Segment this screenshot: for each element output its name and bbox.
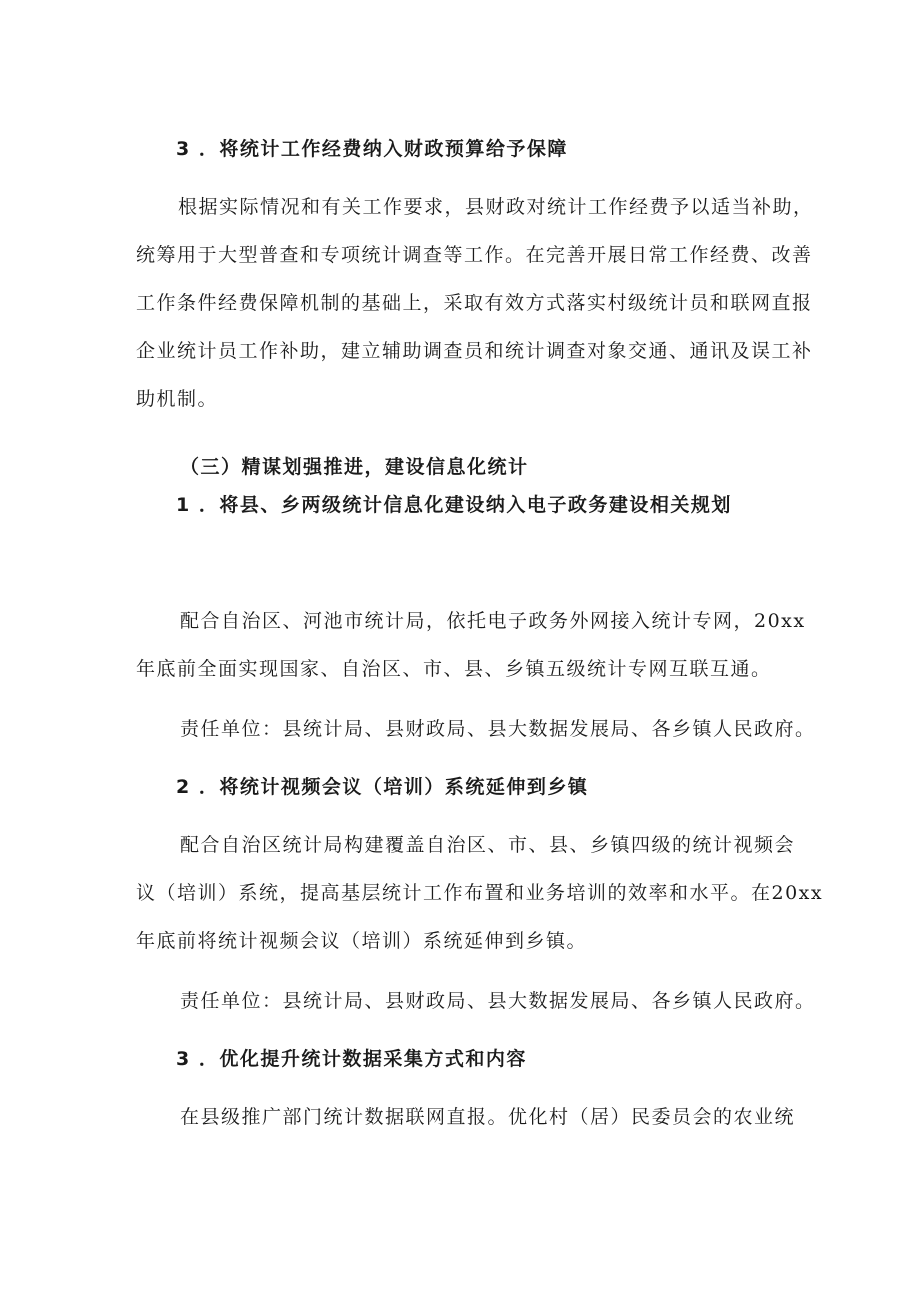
paragraph-line: 配合自治区、河池市统计局，依托电子政务外网接入统计专网，20xx — [180, 610, 806, 632]
paragraph-line: 企业统计员工作补助，建立辅助调查员和统计调查对象交通、通讯及误工补 — [136, 340, 813, 362]
paragraph-line: 配合自治区统计局构建覆盖自治区、市、县、乡镇四级的统计视频会 — [180, 834, 796, 856]
paragraph-line: 议（培训）系统，提高基层统计工作布置和业务培训的效率和水平。在20xx — [136, 882, 824, 904]
subheading-planning: 1 ．将县、乡两级统计信息化建设纳入电子政务建设相关规划 — [176, 494, 732, 516]
paragraph-line: 助机制。 — [136, 388, 219, 410]
paragraph-line: 工作条件经费保障机制的基础上，采取有效方式落实村级统计员和联网直报 — [136, 292, 813, 314]
section-heading-informatization: （三）精谋划强推进，建设信息化统计 — [180, 456, 529, 478]
subheading-funding: 3 ．将统计工作经费纳入财政预算给予保障 — [176, 138, 568, 160]
paragraph-line: 统筹用于大型普查和专项统计调查等工作。在完善开展日常工作经费、改善 — [136, 244, 813, 266]
paragraph-line: 年底前全面实现国家、自治区、市、县、乡镇五级统计专网互联互通。 — [136, 658, 772, 680]
responsibility-line: 责任单位：县统计局、县财政局、县大数据发展局、各乡镇人民政府。 — [180, 718, 816, 740]
subheading-video-conference: 2 ．将统计视频会议（培训）系统延伸到乡镇 — [176, 776, 589, 798]
paragraph-line: 在县级推广部门统计数据联网直报。优化村（居）民委员会的农业统 — [180, 1106, 796, 1128]
paragraph-line: 根据实际情况和有关工作要求，县财政对统计工作经费予以适当补助， — [178, 196, 814, 218]
paragraph-line: 年底前将统计视频会议（培训）系统延伸到乡镇。 — [136, 930, 588, 952]
responsibility-line: 责任单位：县统计局、县财政局、县大数据发展局、各乡镇人民政府。 — [180, 990, 816, 1012]
subheading-data-collection: 3 ．优化提升统计数据采集方式和内容 — [176, 1048, 527, 1070]
